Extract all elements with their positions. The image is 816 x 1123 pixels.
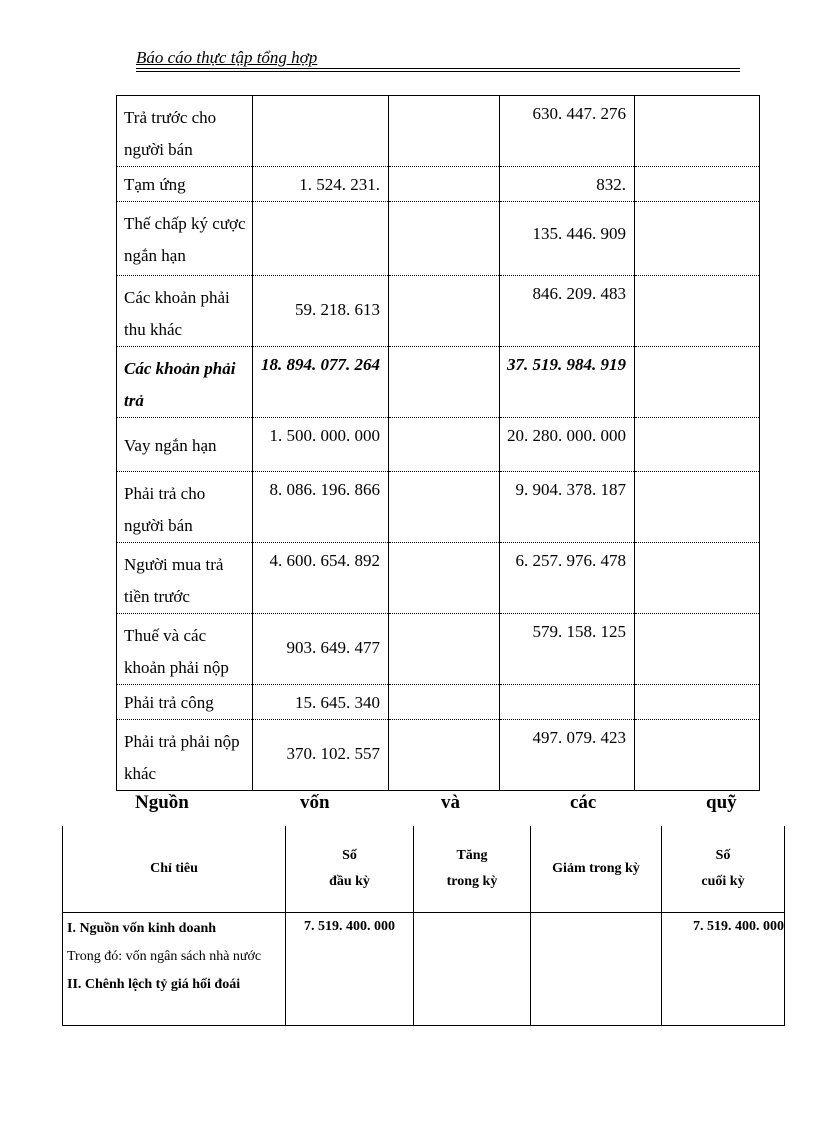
receivables-payables-table [116, 95, 760, 791]
header-so-dau-ky [286, 826, 414, 913]
cell-col3: 832. [500, 167, 635, 202]
row-label: Phải trả cho người bán [117, 472, 253, 543]
cell-col2 [389, 472, 500, 543]
row-label: Tạm ứng [117, 167, 253, 202]
cell-col2 [389, 720, 500, 791]
cell-col1 [253, 96, 389, 167]
section-title-word: và [441, 792, 460, 813]
cell-col4 [635, 418, 760, 472]
capital-funds-table [62, 826, 785, 1026]
table-row [117, 418, 760, 472]
cell-col2 [389, 167, 500, 202]
cell-dau-ky: 7. 519. 400. 000 [286, 913, 414, 1026]
line-chenh-lech: II. Chênh lệch tỷ giá hối đoái [67, 977, 241, 992]
header-text: Tăng [456, 848, 488, 863]
row-label: Phải trả công [117, 685, 253, 720]
cell-col1: 15. 645. 340 [253, 685, 389, 720]
row-label: Phải trả phải nộp khác [117, 720, 253, 791]
cell-col1: 8. 086. 196. 866 [253, 472, 389, 543]
row-label: Người mua trả tiền trước [117, 543, 253, 614]
cell-tang [414, 913, 531, 1026]
header-text: cuối kỳ [701, 874, 745, 889]
header-text: trong kỳ [446, 874, 498, 889]
cell-giam [531, 913, 662, 1026]
header-tang [414, 826, 531, 913]
cell-col2 [389, 276, 500, 347]
header-text: đầu kỳ [329, 874, 370, 889]
cell-col4 [635, 347, 760, 418]
table-row [117, 167, 760, 202]
section-title-word: vốn [300, 792, 330, 813]
cell-col3: 6. 257. 976. 478 [500, 543, 635, 614]
table-row [117, 96, 760, 167]
header-text: Giảm trong kỳ [552, 861, 640, 876]
cell-col4 [635, 472, 760, 543]
cell-col3: 579. 158. 125 [500, 614, 635, 685]
cell-col4 [635, 614, 760, 685]
section-title-word: quỹ [706, 792, 737, 813]
cell-col3: 630. 447. 276 [500, 96, 635, 167]
cell-col4 [635, 96, 760, 167]
cell-col3 [500, 685, 635, 720]
cell-col1: 903. 649. 477 [253, 614, 389, 685]
cell-col3: 497. 079. 423 [500, 720, 635, 791]
header-text: Số [715, 848, 731, 863]
cell-col1: 18. 894. 077. 264 [253, 347, 389, 418]
table-row [117, 347, 760, 418]
cell-col2 [389, 614, 500, 685]
table-row [117, 720, 760, 791]
line-nguon-von: I. Nguồn vốn kinh doanh [67, 921, 217, 936]
page-header-title: Báo cáo thực tập tổng hợp [136, 48, 318, 67]
row-label: Các khoản phải thu khác [117, 276, 253, 347]
row-label: Vay ngắn hạn [117, 418, 253, 472]
row-label: Thế chấp ký cược ngắn hạn [117, 202, 253, 276]
cell-cuoi-ky: 7. 519. 400. 000 [662, 913, 785, 1026]
cell-col2 [389, 347, 500, 418]
cell-col4 [635, 685, 760, 720]
cell-col1: 59. 218. 613 [253, 276, 389, 347]
header-chi-tieu [63, 826, 286, 913]
cell-col1: 1. 524. 231. [253, 167, 389, 202]
cell-col1: 4. 600. 654. 892 [253, 543, 389, 614]
header-giam [531, 826, 662, 913]
cell-col2 [389, 202, 500, 276]
cell-col3: 20. 280. 000. 000 [500, 418, 635, 472]
cell-col2 [389, 685, 500, 720]
line-von-ngan-sach: Trong đó: vốn ngân sách nhà nước [67, 949, 262, 964]
row-label: Các khoản phải trả [117, 347, 253, 418]
row-label: Thuế và các khoản phải nộp [117, 614, 253, 685]
cell-col3: 135. 446. 909 [500, 202, 635, 276]
cell-col4 [635, 202, 760, 276]
cell-chi-tieu [63, 913, 286, 1026]
cell-col4 [635, 167, 760, 202]
cell-col2 [389, 96, 500, 167]
header-rule-double [136, 71, 740, 72]
table-row [117, 614, 760, 685]
table-header-row [63, 826, 785, 913]
cell-col4 [635, 543, 760, 614]
cell-col3: 37. 519. 984. 919 [500, 347, 635, 418]
cell-col2 [389, 418, 500, 472]
table-row [117, 685, 760, 720]
cell-col1: 1. 500. 000. 000 [253, 418, 389, 472]
cell-col3: 9. 904. 378. 187 [500, 472, 635, 543]
header-text: Chỉ tiêu [150, 861, 198, 876]
table-row [117, 202, 760, 276]
section-title-word: các [570, 792, 597, 813]
cell-col1: 370. 102. 557 [253, 720, 389, 791]
table-row [63, 913, 785, 1026]
header-text: Số [342, 848, 357, 863]
table-row [117, 472, 760, 543]
cell-col4 [635, 720, 760, 791]
table-row [117, 543, 760, 614]
cell-col2 [389, 543, 500, 614]
section-title-word: Nguồn [135, 792, 189, 813]
table-row [117, 276, 760, 347]
row-label: Trả trước cho người bán [117, 96, 253, 167]
header-rule [136, 68, 740, 69]
cell-col4 [635, 276, 760, 347]
cell-col3: 846. 209. 483 [500, 276, 635, 347]
header-so-cuoi-ky [662, 826, 785, 913]
cell-col1 [253, 202, 389, 276]
